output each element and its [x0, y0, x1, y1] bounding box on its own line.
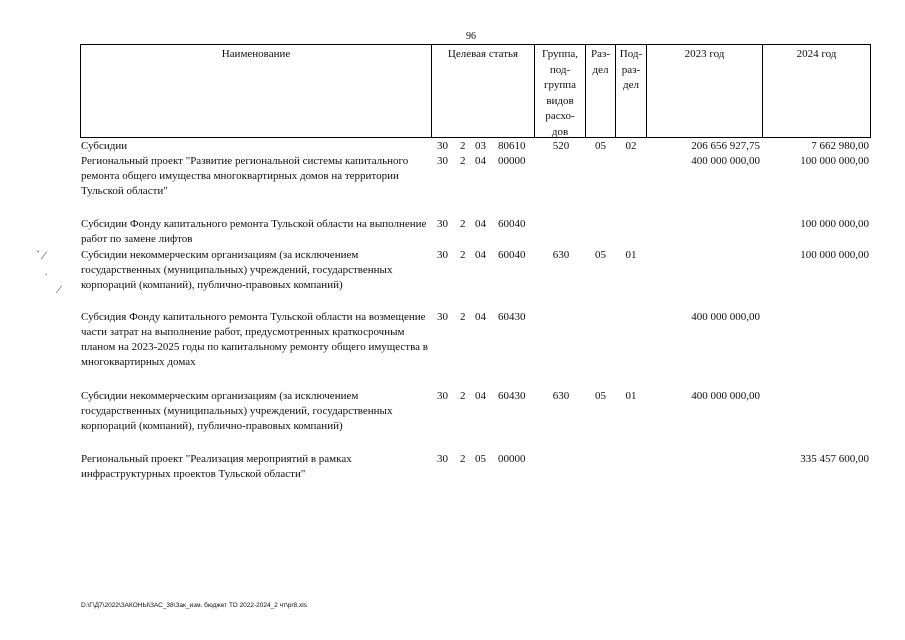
amount-2024: 100 000 000,00 [800, 218, 869, 230]
target-code-part: 30 [437, 453, 448, 465]
target-code-part: 60040 [498, 218, 526, 230]
row-name: Субсидии некоммерческим организациям (за исключением государственных (муниципальных) учреждений, государственных корпораций (компаний), публично-правовых компаний) [81, 390, 393, 432]
header-2023: 2023 год [684, 48, 725, 60]
scan-mark: ˌ [44, 262, 48, 276]
expense-group: 630 [552, 249, 570, 261]
header-subsection: Под- раз- дел [619, 48, 643, 91]
amount-2024: 100 000 000,00 [800, 155, 869, 167]
row-name: Субсидии Фонду капитального ремонта Тульской области на выполнение работ по замене лифтов [81, 218, 427, 245]
target-code-part: 00000 [498, 453, 526, 465]
target-code-part: 2 [460, 249, 466, 261]
page-number: 96 [466, 31, 476, 42]
target-code-part: 60430 [498, 390, 526, 402]
header-name: Наименование [221, 48, 291, 60]
target-code-part: 60040 [498, 249, 526, 261]
target-code-part: 30 [437, 218, 448, 230]
row-name: Субсидия Фонду капитального ремонта Тульской области на возмещение части затрат на выполнение работ, предусмотренных краткосрочным планом на 2023-2025 годы по капитальному ремонту общего имущества в многоквартирных домах [81, 311, 428, 368]
expense-group: 630 [552, 390, 570, 402]
row-name: Субсидии некоммерческим организациям (за исключением государственных (муниципальных) учреждений, государственных корпораций (компаний), публично-правовых компаний) [81, 249, 393, 291]
target-code-part: 30 [437, 140, 448, 152]
subsection: 01 [625, 390, 637, 402]
amount-2023: 400 000 000,00 [691, 155, 760, 167]
target-code-part: 30 [437, 249, 448, 261]
row-name: Субсидии [81, 140, 128, 152]
file-path-footer: D:\Г\Д7\2022\ЗАКОНЫ\ЗАС_38\Зак_изм. бюджет ТО 2022-2024_2 чт\pr8.xls [81, 602, 307, 609]
target-code-part: 30 [437, 390, 448, 402]
amount-2023: 400 000 000,00 [691, 311, 760, 323]
target-code-part: 30 [437, 155, 448, 167]
target-code-part: 03 [475, 140, 486, 152]
amount-2023: 206 656 927,75 [691, 140, 760, 152]
target-code-part: 04 [475, 311, 486, 323]
subsection: 02 [625, 140, 637, 152]
amount-2024: 335 457 600,00 [800, 453, 869, 465]
target-code-part: 04 [475, 249, 486, 261]
target-code-part: 04 [475, 218, 486, 230]
target-code-part: 05 [475, 453, 486, 465]
scan-mark: ˊ ⁄ [36, 248, 45, 262]
header-target-article: Целевая статья [447, 48, 519, 60]
target-code-part: 2 [460, 390, 466, 402]
amount-2024: 100 000 000,00 [800, 249, 869, 261]
target-code-part: 00000 [498, 155, 526, 167]
target-code-part: 2 [460, 311, 466, 323]
header-2024: 2024 год [796, 48, 837, 60]
section: 05 [595, 140, 606, 152]
target-code-part: 80610 [498, 140, 526, 152]
scan-mark: ⁄ [58, 282, 61, 296]
target-code-part: 04 [475, 155, 486, 167]
target-code-part: 2 [460, 155, 466, 167]
target-code-part: 2 [460, 218, 466, 230]
header-section: Раз- дел [590, 48, 610, 76]
row-name: Региональный проект "Реализация мероприятий в рамках инфраструктурных проектов Тульской области" [81, 453, 352, 480]
target-code-part: 2 [460, 453, 466, 465]
target-code-part: 30 [437, 311, 448, 323]
header-group: Группа, под- группа видов расхо- дов [542, 48, 578, 138]
expense-group: 520 [552, 140, 570, 152]
section: 05 [595, 390, 606, 402]
target-code-part: 04 [475, 390, 486, 402]
target-code-part: 2 [460, 140, 466, 152]
subsection: 01 [625, 249, 637, 261]
amount-2023: 400 000 000,00 [691, 390, 760, 402]
section: 05 [595, 249, 606, 261]
row-name: Региональный проект "Развитие региональной системы капитального ремонта общего имущества многоквартирных домов на территории Тульской области" [81, 155, 409, 197]
amount-2024: 7 662 980,00 [811, 140, 869, 152]
target-code-part: 60430 [498, 311, 526, 323]
